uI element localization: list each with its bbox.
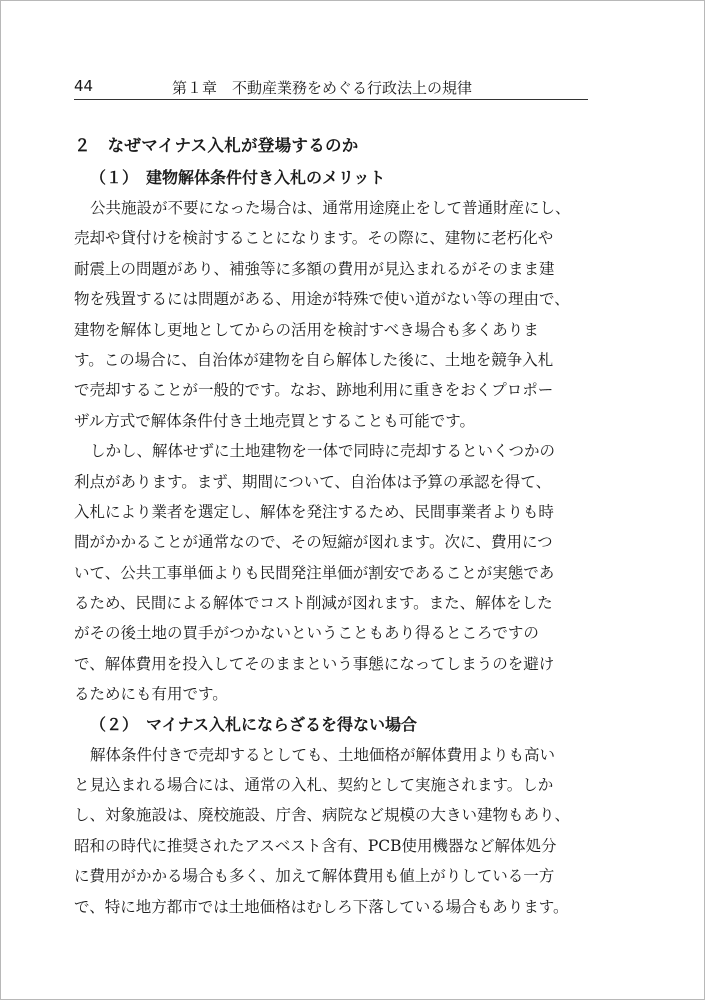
- text-line: 公共施設が不要になった場合は、通常用途廃止をして普通財産にし、: [90, 199, 571, 217]
- text-line: 利点があります。まず、期間について、自治体は予算の承認を得て、: [74, 472, 552, 491]
- text-line: に費用がかかる場合も多く、加えて解体費用も値上がりしている一方: [74, 867, 555, 886]
- paragraph: [74, 436, 588, 710]
- subsection-heading: （２） マイナス入札にならざるを得ない場合: [90, 714, 418, 734]
- subsection-heading: （１） 建物解体条件付き入札のメリット: [90, 168, 386, 187]
- running-header: [74, 77, 588, 100]
- chapter-title: 第１章 不動産業務をめぐる行政法上の規律: [172, 79, 473, 97]
- text-line: と見込まれる場合には、通常の入札、契約として実施されます。しか: [74, 776, 554, 795]
- text-line: 物を残置するには問題がある、用途が特殊で使い道がない等の理由で、: [74, 290, 570, 309]
- text-line: 入札により業者を選定し、解体を発注するため、民間事業者よりも時: [74, 502, 554, 521]
- text-line: す。この場合に、自治体が建物を自ら解体した後に、土地を競争入札: [74, 350, 554, 369]
- paragraph: [74, 740, 588, 922]
- text-line: 昭和の時代に推奨されたアスベスト含有、PCB使用機器など解体処分: [74, 836, 557, 855]
- text-line: 解体条件付きで売却するとしても、土地価格が解体費用よりも高い: [90, 745, 556, 764]
- text-line: るため、民間による解体でコスト削減が図れます。また、解体をした: [74, 594, 553, 613]
- text-line: しかし、解体せずに土地建物を一体で同時に売却するといくつかの: [90, 442, 556, 461]
- text-line: し、対象施設は、廃校施設、庁舎、病院など規模の大きい建物もあり、: [74, 806, 571, 825]
- text-line: 耐震上の問題があり、補強等に多額の費用が見込まれるがそのまま建: [74, 259, 555, 278]
- text-line: 建物を解体し更地としてからの活用を検討すべき場合も多くありま: [74, 320, 539, 339]
- body-text: [74, 129, 588, 922]
- section-heading: ２ なぜマイナス入札が登場するのか: [74, 136, 359, 155]
- text-line: がその後土地の買手がつかないということもあり得るところですの: [74, 624, 539, 643]
- page-number: 44: [74, 77, 94, 95]
- text-line: 間がかかることが通常なので、その短縮が図れます。次に、費用につ: [74, 533, 553, 552]
- text-line: で、特に地方都市では土地価格はむしろ下落している場合もあります。: [74, 897, 569, 916]
- text-line: 売却や貸付けを検討することになります。その際に、建物に老朽化や: [74, 229, 554, 248]
- paragraph: [74, 193, 588, 436]
- text-line: で売却することが一般的です。なお、跡地利用に重きをおくプロポー: [74, 381, 554, 400]
- text-line: いて、公共工事単価よりも民間発注単価が割安であることが実態であ: [74, 563, 555, 582]
- text-line: るためにも有用です。: [74, 685, 228, 704]
- text-line: ザル方式で解体条件付き土地売買とすることも可能です。: [74, 411, 475, 430]
- text-line: で、解体費用を投入してそのままという事態になってしまうのを避け: [74, 654, 555, 673]
